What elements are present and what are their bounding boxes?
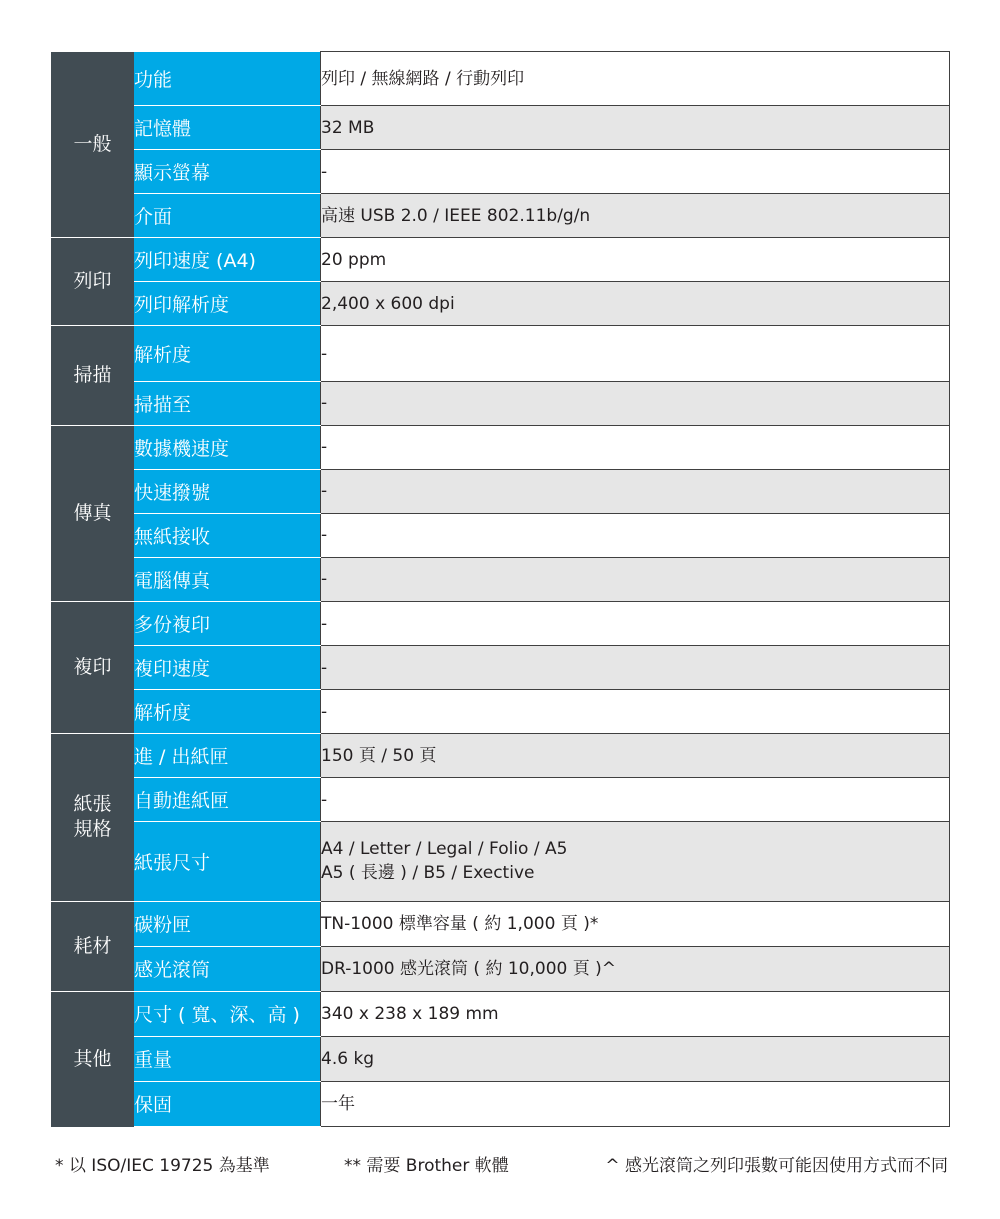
spec-value: 4.6 kg <box>321 1036 950 1081</box>
spec-category <box>51 601 134 733</box>
spec-value: 高速 USB 2.0 / IEEE 802.11b/g/n <box>321 194 950 238</box>
spec-label: 碳粉匣 <box>134 901 321 946</box>
spec-label: 顯示螢幕 <box>134 150 321 194</box>
spec-row <box>51 778 950 822</box>
spec-row <box>51 238 950 282</box>
spec-value: - <box>321 469 950 513</box>
spec-value: 340 x 238 x 189 mm <box>321 991 950 1036</box>
spec-row <box>51 557 950 601</box>
spec-value: 32 MB <box>321 106 950 150</box>
spec-category-label: 規格 <box>73 818 112 841</box>
spec-value: - <box>321 646 950 690</box>
spec-row <box>51 425 950 469</box>
spec-value: - <box>321 381 950 425</box>
spec-value: - <box>321 326 950 381</box>
spec-category-label: 其他 <box>73 1047 112 1070</box>
spec-label: 解析度 <box>134 690 321 734</box>
spec-label: 重量 <box>134 1036 321 1081</box>
spec-label: 自動進紙匣 <box>134 778 321 822</box>
spec-category-label: 掃描 <box>73 364 112 387</box>
spec-label: 數據機速度 <box>134 425 321 469</box>
spec-row <box>51 194 950 238</box>
spec-row <box>51 901 950 946</box>
spec-label: 列印解析度 <box>134 282 321 326</box>
spec-category <box>51 52 134 238</box>
spec-label: 尺寸 ( 寬、深、高 ) <box>134 991 321 1036</box>
spec-value: 2,400 x 600 dpi <box>321 282 950 326</box>
spec-category-label: 耗材 <box>73 934 112 957</box>
spec-label: 功能 <box>134 52 321 106</box>
spec-row <box>51 822 950 901</box>
spec-value: - <box>321 778 950 822</box>
spec-row <box>51 946 950 991</box>
spec-category <box>51 991 134 1126</box>
spec-label: 快速撥號 <box>134 469 321 513</box>
spec-label: 掃描至 <box>134 381 321 425</box>
spec-table <box>51 51 950 1127</box>
spec-row <box>51 1036 950 1081</box>
spec-category <box>51 238 134 326</box>
spec-category <box>51 734 134 901</box>
spec-category <box>51 425 134 601</box>
spec-value <box>321 822 950 901</box>
spec-value: - <box>321 513 950 557</box>
spec-category-label: 一般 <box>73 132 112 155</box>
spec-value: - <box>321 425 950 469</box>
spec-value: 列印 / 無線網路 / 行動列印 <box>321 52 950 106</box>
spec-row <box>51 52 950 106</box>
spec-label: 列印速度 (A4) <box>134 238 321 282</box>
spec-value: TN-1000 標準容量 ( 約 1,000 頁 )* <box>321 901 950 946</box>
footnote-drum-yield: ^ 感光滾筒之列印張數可能因使用方式而不同 <box>605 1156 948 1176</box>
spec-row <box>51 469 950 513</box>
spec-row <box>51 734 950 778</box>
spec-label: 進 / 出紙匣 <box>134 734 321 778</box>
spec-value: 20 ppm <box>321 238 950 282</box>
spec-value: 150 頁 / 50 頁 <box>321 734 950 778</box>
spec-value: DR-1000 感光滾筒 ( 約 10,000 頁 )^ <box>321 946 950 991</box>
spec-category-label: 複印 <box>73 656 112 679</box>
spec-value: 一年 <box>321 1081 950 1126</box>
spec-row <box>51 150 950 194</box>
spec-row <box>51 690 950 734</box>
spec-label: 保固 <box>134 1081 321 1126</box>
spec-value: - <box>321 690 950 734</box>
spec-label: 紙張尺寸 <box>134 822 321 901</box>
spec-value: - <box>321 557 950 601</box>
spec-row <box>51 381 950 425</box>
spec-label: 複印速度 <box>134 646 321 690</box>
spec-label: 記憶體 <box>134 106 321 150</box>
spec-row <box>51 513 950 557</box>
spec-row <box>51 991 950 1036</box>
footnote-iso-standard: * 以 ISO/IEC 19725 為基準 <box>55 1156 270 1176</box>
spec-label: 多份複印 <box>134 601 321 645</box>
spec-category <box>51 326 134 425</box>
spec-label: 電腦傳真 <box>134 557 321 601</box>
footnotes <box>0 1151 1000 1175</box>
spec-label: 感光滾筒 <box>134 946 321 991</box>
spec-row <box>51 1081 950 1126</box>
spec-category-label: 紙張 <box>73 793 112 816</box>
spec-label: 介面 <box>134 194 321 238</box>
spec-value-line: A5 ( 長邊 ) / B5 / Exective <box>321 863 535 884</box>
spec-label: 解析度 <box>134 326 321 381</box>
spec-row <box>51 326 950 381</box>
spec-category <box>51 901 134 991</box>
spec-category-label: 傳真 <box>73 501 112 524</box>
spec-value: - <box>321 601 950 645</box>
footnote-brother-software: ** 需要 Brother 軟體 <box>344 1156 509 1176</box>
spec-category-label: 列印 <box>73 270 112 293</box>
spec-value: - <box>321 150 950 194</box>
spec-row <box>51 601 950 645</box>
spec-row <box>51 106 950 150</box>
spec-label: 無紙接收 <box>134 513 321 557</box>
spec-row <box>51 646 950 690</box>
spec-value-line: A4 / Letter / Legal / Folio / A5 <box>321 839 568 860</box>
spec-row <box>51 282 950 326</box>
